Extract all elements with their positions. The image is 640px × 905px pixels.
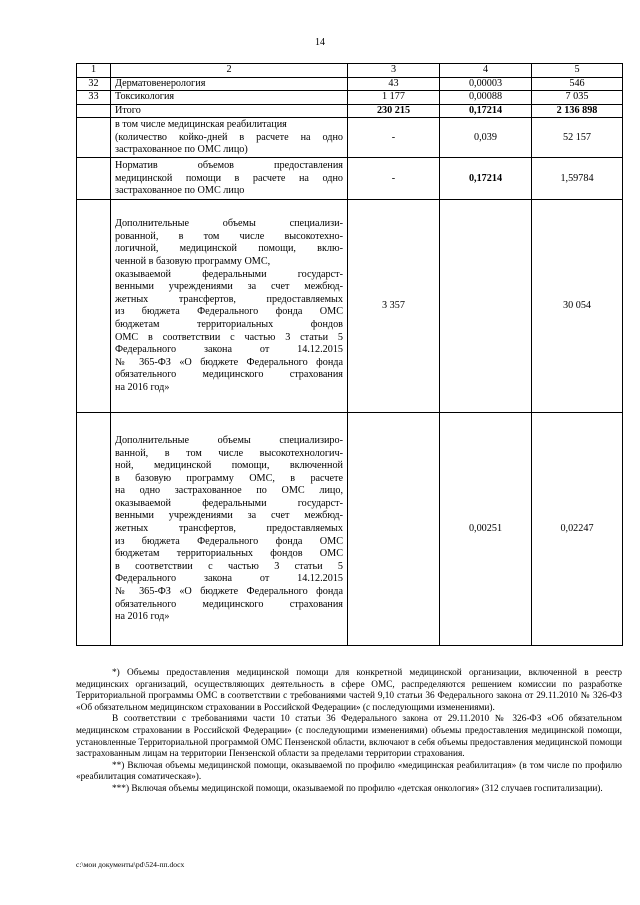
desc-line: Федерального закона от 14.12.2015 <box>115 344 343 356</box>
row-name: Итого <box>111 104 348 118</box>
total-value-3: 230 215 <box>376 104 411 116</box>
desc-line: ченной в базовую программу ОМС, <box>115 256 271 267</box>
additional-row-1 <box>77 200 623 413</box>
desc-line: на 2016 год» <box>115 611 170 623</box>
row-col-5 <box>532 104 623 118</box>
header-col-2: 2 <box>111 64 348 78</box>
desc-line: застрахованное по ОМС лицо <box>115 185 245 197</box>
norm-row <box>77 158 623 200</box>
footnote-4: ***) Включая объемы медицинской помощи, оказываемой по профилю «детская онкология» (312 случаев госпитализации). <box>112 783 603 794</box>
additional-description-1 <box>111 200 348 413</box>
desc-line: бюджетам территориальных фондов ОМС <box>115 548 343 560</box>
desc-line: ной, медицинской помощи, включенной <box>115 460 343 472</box>
file-path: c:\мои документы\pd\524-пп.docx <box>76 860 185 869</box>
desc-line: обязательного медицинского страхования <box>115 598 343 610</box>
row-col-4: 0,00088 <box>440 91 532 105</box>
desc-line: венными учреждениями за счет межбюд- <box>115 510 343 522</box>
total-row <box>77 104 623 118</box>
row-col-4 <box>440 104 532 118</box>
row-number <box>77 104 111 118</box>
row-col-5: 7 035 <box>532 91 623 105</box>
desc-line: в соответствии с частью 3 статьи 5 <box>115 560 343 572</box>
row-number: 32 <box>77 77 111 91</box>
desc-line: из бюджета Федерального фонда ОМС <box>115 535 343 547</box>
desc-line: на одно застрахованное по ОМС лицо, <box>115 485 343 497</box>
row-name: Дерматовенерология <box>111 77 348 91</box>
rehab-row <box>77 118 623 158</box>
desc-line: ОМС в соответствии с частью 3 статьи 5 <box>115 331 343 343</box>
additional2-col-4: 0,00251 <box>440 413 532 646</box>
row-number <box>77 200 111 413</box>
desc-line: из бюджета Федерального фонда ОМС <box>115 306 343 318</box>
total-value-5: 2 136 898 <box>556 104 598 116</box>
additional-description-2 <box>111 413 348 646</box>
table-header-row <box>77 64 623 78</box>
row-number: 33 <box>77 91 111 105</box>
total-value-4: 0,17214 <box>468 104 503 116</box>
row-number <box>77 118 111 158</box>
additional1-col-3: 3 357 <box>348 200 440 413</box>
header-col-1: 1 <box>77 64 111 78</box>
desc-line: в том числе медицинская реабилитация <box>115 118 287 130</box>
row-number <box>77 413 111 646</box>
row-name: Токсикология <box>111 91 348 105</box>
desc-line: обязательного медицинского страхования <box>115 369 343 381</box>
desc-line: застрахованное по ОМС лицо) <box>115 144 248 156</box>
row-col-3: 43 <box>348 77 440 91</box>
desc-line: Федерального закона от 14.12.2015 <box>115 573 343 585</box>
desc-line: бюджетам территориальных фондов <box>115 318 343 330</box>
desc-line: Норматив объемов предоставления <box>115 159 343 171</box>
volumes-table <box>76 63 623 646</box>
additional-row-2 <box>77 413 623 646</box>
table-row <box>77 77 623 91</box>
desc-line: на 2016 год» <box>115 381 170 393</box>
footnote-3: **) Включая объемы медицинской помощи, оказываемой по профилю «медицинская реабилитация» (в том числе по профилю «реабилитация соматическая»). <box>76 760 622 783</box>
footnote-1: *) Объемы предоставления медицинской помощи для конкретной медицинской организации, включенной в реестр медицинских организаций, осуществляющих деятельность в сфере ОМС, распределяются решением комиссии по разработке Территориальной программы ОМС в соответствии с требованиями частей 9,10 статьи 36 Федерального закона от 29.11.2010 № 326-ФЗ «Об обязательном медицинском страховании в Российской Федерации» (с последующими изменениями). <box>76 668 622 713</box>
rehab-col-5: 52 157 <box>532 118 623 158</box>
desc-line: (количество койко-дней в расчете на одно <box>115 131 343 143</box>
header-col-4: 4 <box>440 64 532 78</box>
additional1-col-4 <box>440 200 532 413</box>
footnote-2: В соответствии с требованиями части 10 статьи 36 Федерального закона от 29.11.2010 № 326-ФЗ «Об обязательном медицинском страховании в Российской Федерации» (с последующими изменениями) объемы предоставления медицинской помощи, установленные Территориальной программой ОМС Пензенской области, включают в себя объемы предоставления медицинской помощи застрахованным лицам на территории Пензенской области за пределами территории страхования. <box>76 714 622 760</box>
row-col-3 <box>348 104 440 118</box>
desc-line: оказываемой федеральными государст- <box>115 268 343 280</box>
desc-line: логичной, медицинской помощи, вклю- <box>115 243 343 255</box>
norm-col-5: 1,59784 <box>532 158 623 200</box>
rehab-col-3: - <box>348 118 440 158</box>
norm-col-4 <box>440 158 532 200</box>
row-col-3: 1 177 <box>348 91 440 105</box>
norm-value-4: 0,17214 <box>468 172 503 184</box>
row-number <box>77 158 111 200</box>
rehab-col-4: 0,039 <box>440 118 532 158</box>
page-number: 14 <box>315 37 325 48</box>
desc-line: № 365-ФЗ «О бюджете Федерального фонда <box>115 586 343 598</box>
additional2-col-3 <box>348 413 440 646</box>
desc-line: рованной, в том числе высокотехно- <box>115 230 343 242</box>
row-col-4: 0,00003 <box>440 77 532 91</box>
additional2-col-5: 0,02247 <box>532 413 623 646</box>
norm-description <box>111 158 348 200</box>
desc-line: жетных трансфертов, предоставляемых <box>115 293 343 305</box>
row-col-5: 546 <box>532 77 623 91</box>
header-col-5: 5 <box>532 64 623 78</box>
desc-line: венными учреждениями за счет межбюд- <box>115 281 343 293</box>
header-col-3: 3 <box>348 64 440 78</box>
desc-line: № 365-ФЗ «О бюджете Федерального фонда <box>115 356 343 368</box>
rehab-description <box>111 118 348 158</box>
desc-line: оказываемой федеральными государст- <box>115 497 343 509</box>
desc-line: в базовую программу ОМС, в расчете <box>115 472 343 484</box>
footnotes <box>76 668 622 796</box>
desc-line: медицинской помощи в расчете на одно <box>115 172 343 184</box>
desc-line: Дополнительные объемы специализи- <box>115 218 343 230</box>
norm-col-3: - <box>348 158 440 200</box>
desc-line: Дополнительные объемы специализиро- <box>115 434 343 446</box>
table-row <box>77 91 623 105</box>
desc-line: ванной, в том числе высокотехнологич- <box>115 447 343 459</box>
desc-line: жетных трансфертов, предоставляемых <box>115 523 343 535</box>
additional1-col-5: 30 054 <box>532 200 623 413</box>
